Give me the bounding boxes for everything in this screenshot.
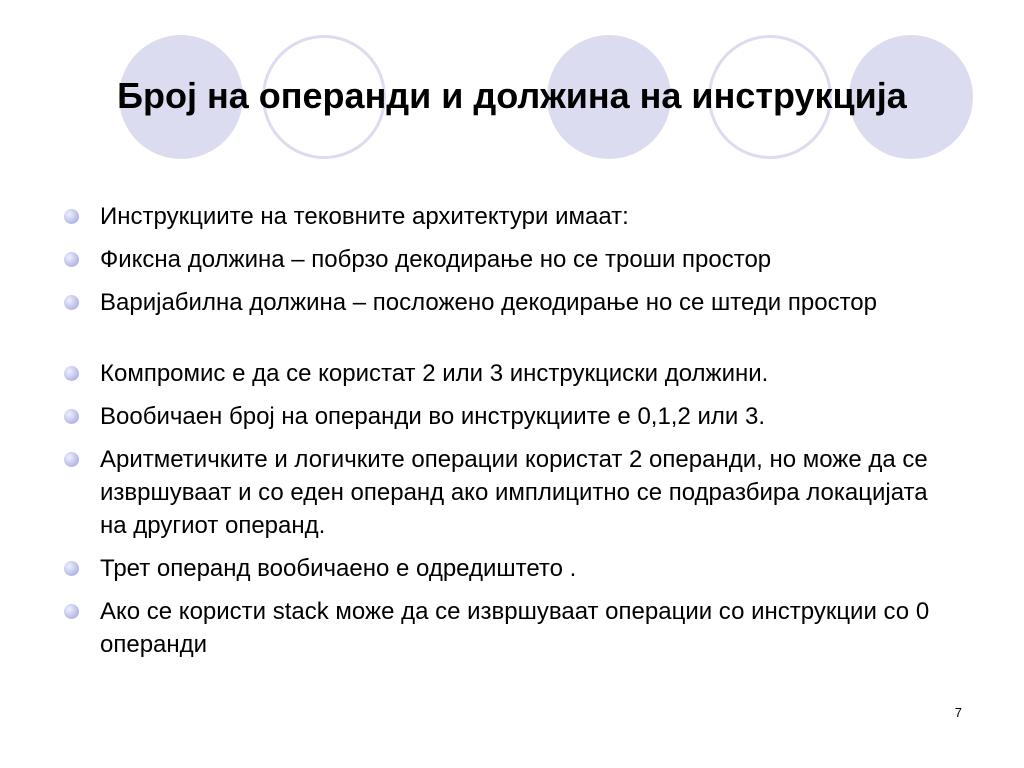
list-item	[62, 595, 942, 661]
bullet-icon	[64, 252, 79, 267]
bullet-icon	[64, 604, 79, 619]
list-item	[62, 552, 942, 585]
bullet-icon	[64, 409, 79, 424]
list-item	[62, 443, 942, 542]
bullet-icon	[64, 366, 79, 381]
slide-title: Број на операнди и должина на инструкција	[117, 75, 907, 116]
list-item	[62, 400, 942, 433]
list-item	[62, 357, 942, 390]
bullet-text: Варијабилна должина – посложено декодирање но се штеди простор	[100, 289, 877, 316]
bullet-icon	[64, 561, 79, 576]
list-item	[62, 243, 942, 276]
slide-number: 7	[954, 705, 962, 720]
bullet-text: Фиксна должина – побрзо декодирање но се троши простор	[100, 246, 772, 273]
bullet-text: Компромис е да се користат 2 или 3 инструкциски должини.	[100, 360, 769, 387]
bullet-text: Вообичаен број на операнди во инструкциите е 0,1,2 или 3.	[100, 403, 765, 430]
bullet-text: Инструкциите на тековните архитектури имаат:	[100, 203, 629, 230]
bullet-text: Аритметичките и логичките операции користат 2 операнди, но може да се извршуваат и со еден операнд ако имплицитно се подразбира локацијата на другиот операнд.	[100, 446, 928, 539]
list-item	[62, 286, 942, 319]
bullet-icon	[64, 295, 79, 310]
bullet-icon	[64, 452, 79, 467]
bullet-text: Ако се користи stack може да се извршуваат операции со инструкции со 0 операнди	[100, 598, 930, 658]
list-item	[62, 200, 942, 233]
bullet-text: Трет операнд вообичаено е одредиштето .	[100, 555, 577, 582]
bullet-list	[62, 200, 942, 671]
bullet-icon	[64, 209, 79, 224]
